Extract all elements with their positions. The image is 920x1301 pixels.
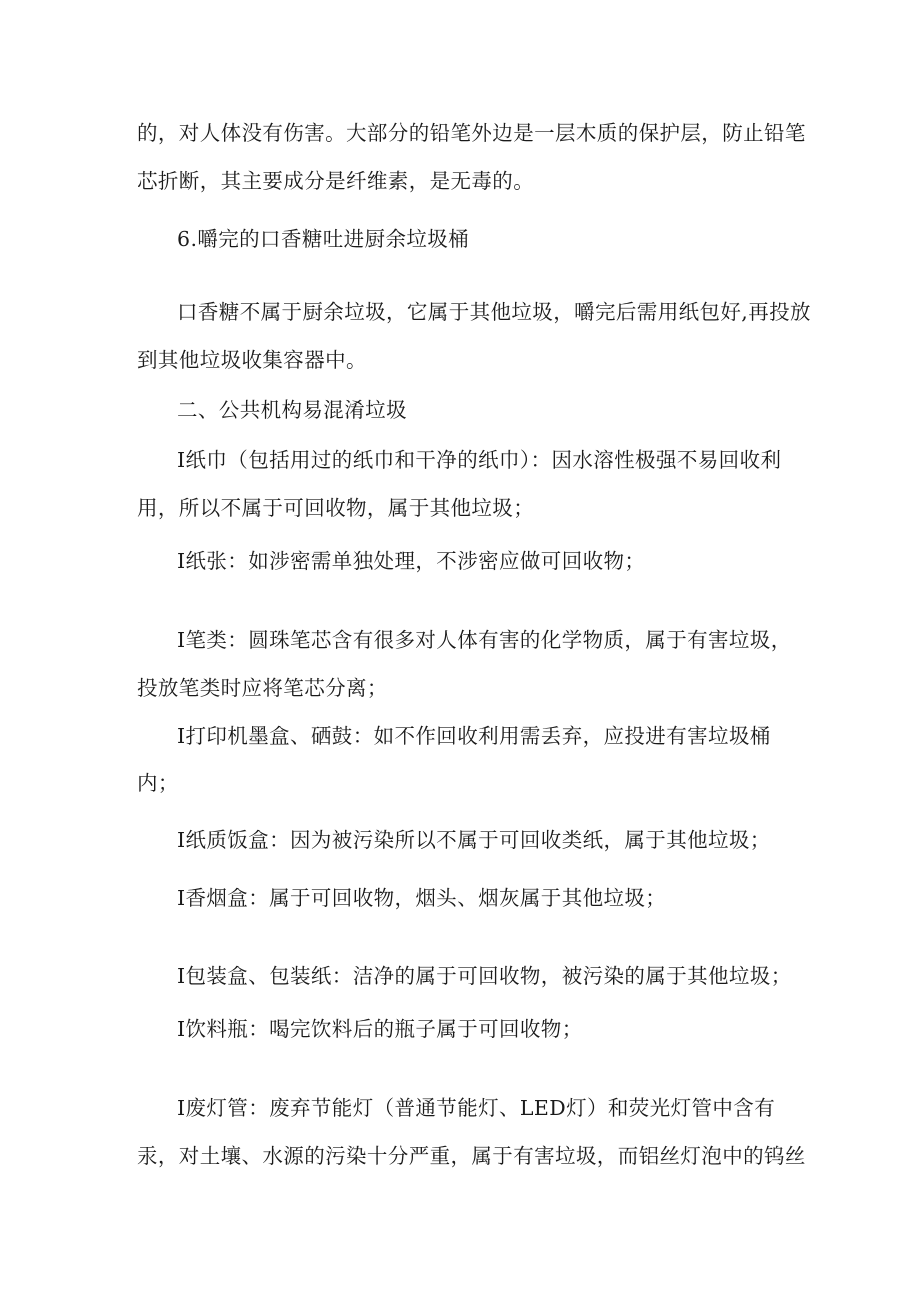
list-item: I纸巾（包括用过的纸巾和干净的纸巾）：因水溶性极强不易回收利 [177, 448, 782, 472]
list-item: I包装盒、包装纸：洁净的属于可回收物，被污染的属于其他垃圾； [177, 964, 792, 988]
list-item-continuation: 投放笔类时应将笔芯分离； [137, 676, 388, 700]
section-heading: 6.嚼完的口香糖吐进厨余垃圾桶 [177, 227, 470, 251]
list-item-continuation: 内； [137, 771, 179, 795]
list-item: I纸张：如涉密需单独处理，不涉密应做可回收物； [177, 549, 646, 573]
section-heading: 二、公共机构易混淆垃圾 [177, 398, 407, 422]
paragraph-line: 芯折断，其主要成分是纤维素，是无毒的。 [137, 169, 535, 193]
list-item: I香烟盒：属于可回收物，烟头、烟灰属于其他垃圾； [177, 886, 667, 910]
paragraph-line: 口香糖不属于厨余垃圾，它属于其他垃圾，嚼完后需用纸包好,再投放 [177, 300, 811, 324]
list-item-continuation: 汞，对土壤、水源的污染十分严重，属于有害垃圾，而铝丝灯泡中的钨丝 [137, 1144, 806, 1168]
list-item: I纸质饭盒：因为被污染所以不属于可回收类纸，属于其他垃圾； [177, 828, 771, 852]
list-item-continuation: 用，所以不属于可回收物，属于其他垃圾； [137, 496, 535, 520]
paragraph-line: 到其他垃圾收集容器中。 [137, 348, 367, 372]
list-item: I打印机墨盒、硒鼓：如不作回收利用需丢弃，应投进有害垃圾桶 [177, 724, 771, 748]
paragraph-line: 的，对人体没有伤害。大部分的铅笔外边是一层木质的保护层，防止铅笔 [137, 121, 806, 145]
list-item: I饮料瓶：喝完饮料后的瓶子属于可回收物； [177, 1017, 583, 1041]
list-item: I笔类：圆珠笔芯含有很多对人体有害的化学物质，属于有害垃圾， [177, 628, 792, 652]
list-item: I废灯管：废弃节能灯（普通节能灯、LED灯）和荧光灯管中含有 [177, 1096, 776, 1120]
